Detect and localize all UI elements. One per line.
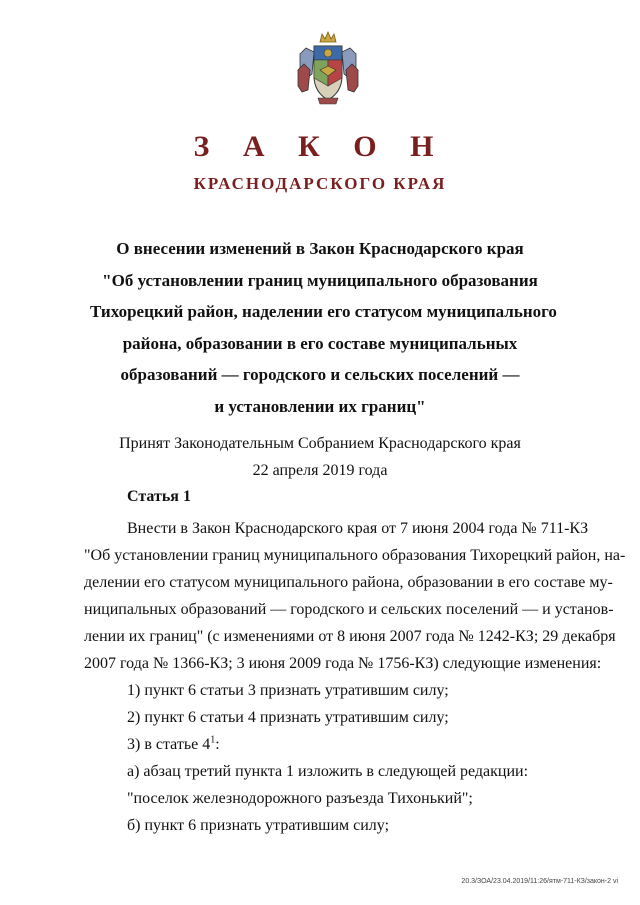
quoted-text: "поселок железнодорожного разъезда Тихонький"; (127, 790, 473, 807)
paragraph-line: Внести в Закон Краснодарского края от 7 июня 2004 года № 711-КЗ (127, 520, 589, 537)
coat-of-arms-icon (296, 30, 360, 106)
heading-line: "Об установлении границ муниципального образования (102, 270, 538, 290)
paragraph-line: 2007 года № 1366-КЗ; 3 июня 2009 года № 1756-КЗ) следующие изменения: (84, 655, 602, 672)
adoption-line: Принят Законодательным Собранием Краснодарского края (119, 435, 521, 452)
list-item-colon: : (215, 736, 220, 753)
sub-item: а) абзац третий пункта 1 изложить в следующей редакции: (127, 763, 529, 780)
paragraph-line: ниципальных образований — городского и сельских поселений — и установ- (84, 601, 614, 618)
law-heading (90, 233, 557, 422)
adoption-date: 22 апреля 2019 года (252, 462, 388, 479)
heading-line: О внесении изменений в Закон Краснодарского края (116, 239, 524, 258)
list-item: 1) пункт 6 статьи 3 признать утратившим силу; (127, 682, 449, 699)
paragraph-line: лении их границ" (с изменениями от 8 июня 2007 года № 1242-КЗ; 29 декабря (84, 628, 616, 645)
footer-note: 20.3/ЗОА/23.04.2019/11:26/ятм-711-КЗ/закон-2 vi (461, 878, 618, 885)
list-item-text: 3) в статье 4 (127, 736, 211, 753)
heading-line: района, образовании в его составе муниципальных (122, 333, 518, 353)
paragraph-line: делении его статусом муниципального района, образовании в его составе му- (84, 574, 613, 591)
heading-line: образований — городского и сельских поселений — (120, 365, 520, 384)
article-body (84, 515, 626, 839)
list-item: 2) пункт 6 статьи 4 признать утратившим силу; (127, 709, 449, 726)
paragraph-line: "Об установлении границ муниципального образования Тихорецкий район, на- (84, 547, 626, 564)
document-subtitle: КРАСНОДАРСКОГО КРАЯ (193, 174, 447, 193)
sub-item: б) пункт 6 признать утратившим силу; (127, 817, 390, 834)
superscript: 1 (210, 734, 216, 746)
article-title: Статья 1 (127, 488, 191, 505)
heading-line: Тихорецкий район, наделении его статусом муниципального (90, 302, 557, 321)
document-title: З А К О Н (193, 130, 447, 163)
list-item (84, 731, 579, 758)
heading-line: и установлении их границ" (214, 396, 426, 416)
adoption-note (0, 430, 640, 484)
